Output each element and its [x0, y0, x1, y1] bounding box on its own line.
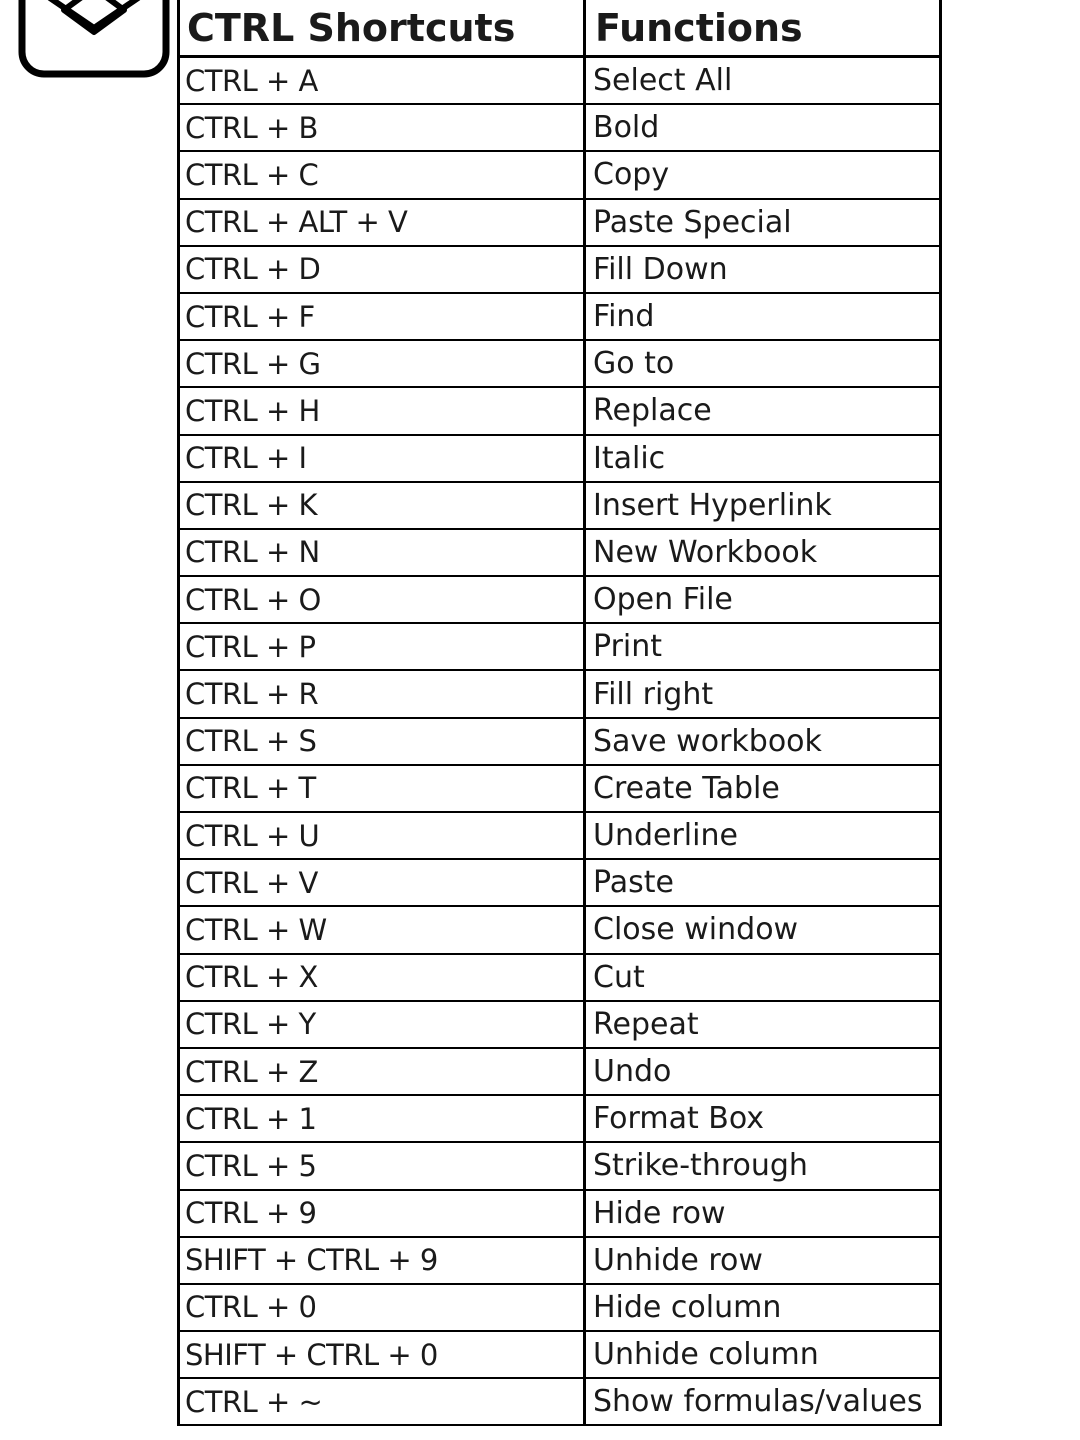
shortcut-cell: CTRL + A — [180, 58, 586, 103]
function-cell: Save workbook — [593, 723, 822, 759]
table-row — [180, 813, 939, 860]
stacked-layers-icon[interactable] — [18, 0, 170, 78]
shortcut-cell: CTRL + H — [180, 388, 586, 433]
table-row — [180, 860, 939, 907]
shortcut-cell: CTRL + T — [180, 766, 586, 811]
function-cell: Hide row — [593, 1195, 726, 1231]
table-row — [180, 1332, 939, 1379]
shortcut-cell: CTRL + R — [180, 671, 586, 716]
column-header-functions: Functions — [595, 5, 803, 50]
shortcut-cell: CTRL + U — [180, 813, 586, 858]
table-row — [180, 1379, 939, 1426]
function-cell: Find — [593, 299, 655, 335]
function-cell: Select All — [593, 63, 733, 99]
function-cell: Paste Special — [593, 204, 792, 240]
table-row — [180, 1049, 939, 1096]
table-row — [180, 341, 939, 388]
shortcut-cell: CTRL + C — [180, 152, 586, 197]
function-cell: Create Table — [593, 770, 780, 806]
function-cell: Cut — [593, 959, 645, 995]
function-cell: Fill Down — [593, 251, 728, 287]
table-row — [180, 1191, 939, 1238]
table-body — [180, 58, 939, 1426]
function-cell: Open File — [593, 582, 733, 618]
table-row — [180, 1096, 939, 1143]
table-row — [180, 671, 939, 718]
table-row — [180, 1002, 939, 1049]
shortcut-cell: CTRL + 5 — [180, 1143, 586, 1188]
shortcut-cell: SHIFT + CTRL + 9 — [180, 1238, 586, 1283]
table-row — [180, 436, 939, 483]
function-cell: Repeat — [593, 1006, 699, 1042]
function-cell: Close window — [593, 912, 799, 948]
column-header-shortcuts: CTRL Shortcuts — [180, 0, 586, 55]
table-row — [180, 105, 939, 152]
shortcut-cell: CTRL + 1 — [180, 1096, 586, 1141]
table-row — [180, 1238, 939, 1285]
table-row — [180, 247, 939, 294]
shortcut-cell: CTRL + Y — [180, 1002, 586, 1047]
shortcut-cell: CTRL + K — [180, 483, 586, 528]
table-header — [180, 0, 939, 58]
shortcut-cell: CTRL + S — [180, 719, 586, 764]
shortcut-cell: CTRL + ALT + V — [180, 200, 586, 245]
shortcuts-table — [177, 0, 942, 1426]
table-row — [180, 152, 939, 199]
function-cell: Replace — [593, 393, 712, 429]
function-cell: Go to — [593, 346, 675, 382]
shortcut-cell: CTRL + ~ — [180, 1379, 586, 1424]
table-row — [180, 58, 939, 105]
function-cell: New Workbook — [593, 534, 818, 570]
table-row — [180, 1285, 939, 1332]
function-cell: Insert Hyperlink — [593, 487, 832, 523]
table-row — [180, 388, 939, 435]
shortcut-cell: CTRL + 9 — [180, 1191, 586, 1236]
shortcut-cell: CTRL + X — [180, 955, 586, 1000]
function-cell: Unhide row — [593, 1242, 763, 1278]
shortcut-cell: CTRL + I — [180, 436, 586, 481]
table-row — [180, 955, 939, 1002]
table-row — [180, 577, 939, 624]
function-cell: Print — [593, 629, 663, 665]
shortcut-cell: CTRL + N — [180, 530, 586, 575]
shortcut-cell: CTRL + O — [180, 577, 586, 622]
shortcut-cell: CTRL + D — [180, 247, 586, 292]
shortcut-cell: CTRL + W — [180, 907, 586, 952]
shortcut-cell: CTRL + G — [180, 341, 586, 386]
shortcut-cell: CTRL + V — [180, 860, 586, 905]
function-cell: Undo — [593, 1054, 672, 1090]
table-row — [180, 1143, 939, 1190]
table-row — [180, 719, 939, 766]
table-row — [180, 483, 939, 530]
shortcut-cell: CTRL + P — [180, 624, 586, 669]
function-cell: Hide column — [593, 1289, 782, 1325]
shortcut-cell: CTRL + B — [180, 105, 586, 150]
shortcut-cell: CTRL + 0 — [180, 1285, 586, 1330]
function-cell: Bold — [593, 110, 660, 146]
function-cell: Italic — [593, 440, 666, 476]
shortcut-cell: SHIFT + CTRL + 0 — [180, 1332, 586, 1377]
shortcut-cell: CTRL + F — [180, 294, 586, 339]
table-row — [180, 530, 939, 577]
table-row — [180, 294, 939, 341]
function-cell: Fill right — [593, 676, 714, 712]
table-row — [180, 907, 939, 954]
table-row — [180, 200, 939, 247]
function-cell: Show formulas/values — [593, 1384, 923, 1420]
function-cell: Unhide column — [593, 1337, 819, 1373]
function-cell: Paste — [593, 865, 674, 901]
table-row — [180, 766, 939, 813]
shortcut-cell: CTRL + Z — [180, 1049, 586, 1094]
function-cell: Strike-through — [593, 1148, 808, 1184]
function-cell: Underline — [593, 818, 738, 854]
function-cell: Format Box — [593, 1101, 765, 1137]
table-row — [180, 624, 939, 671]
function-cell: Copy — [593, 157, 670, 193]
